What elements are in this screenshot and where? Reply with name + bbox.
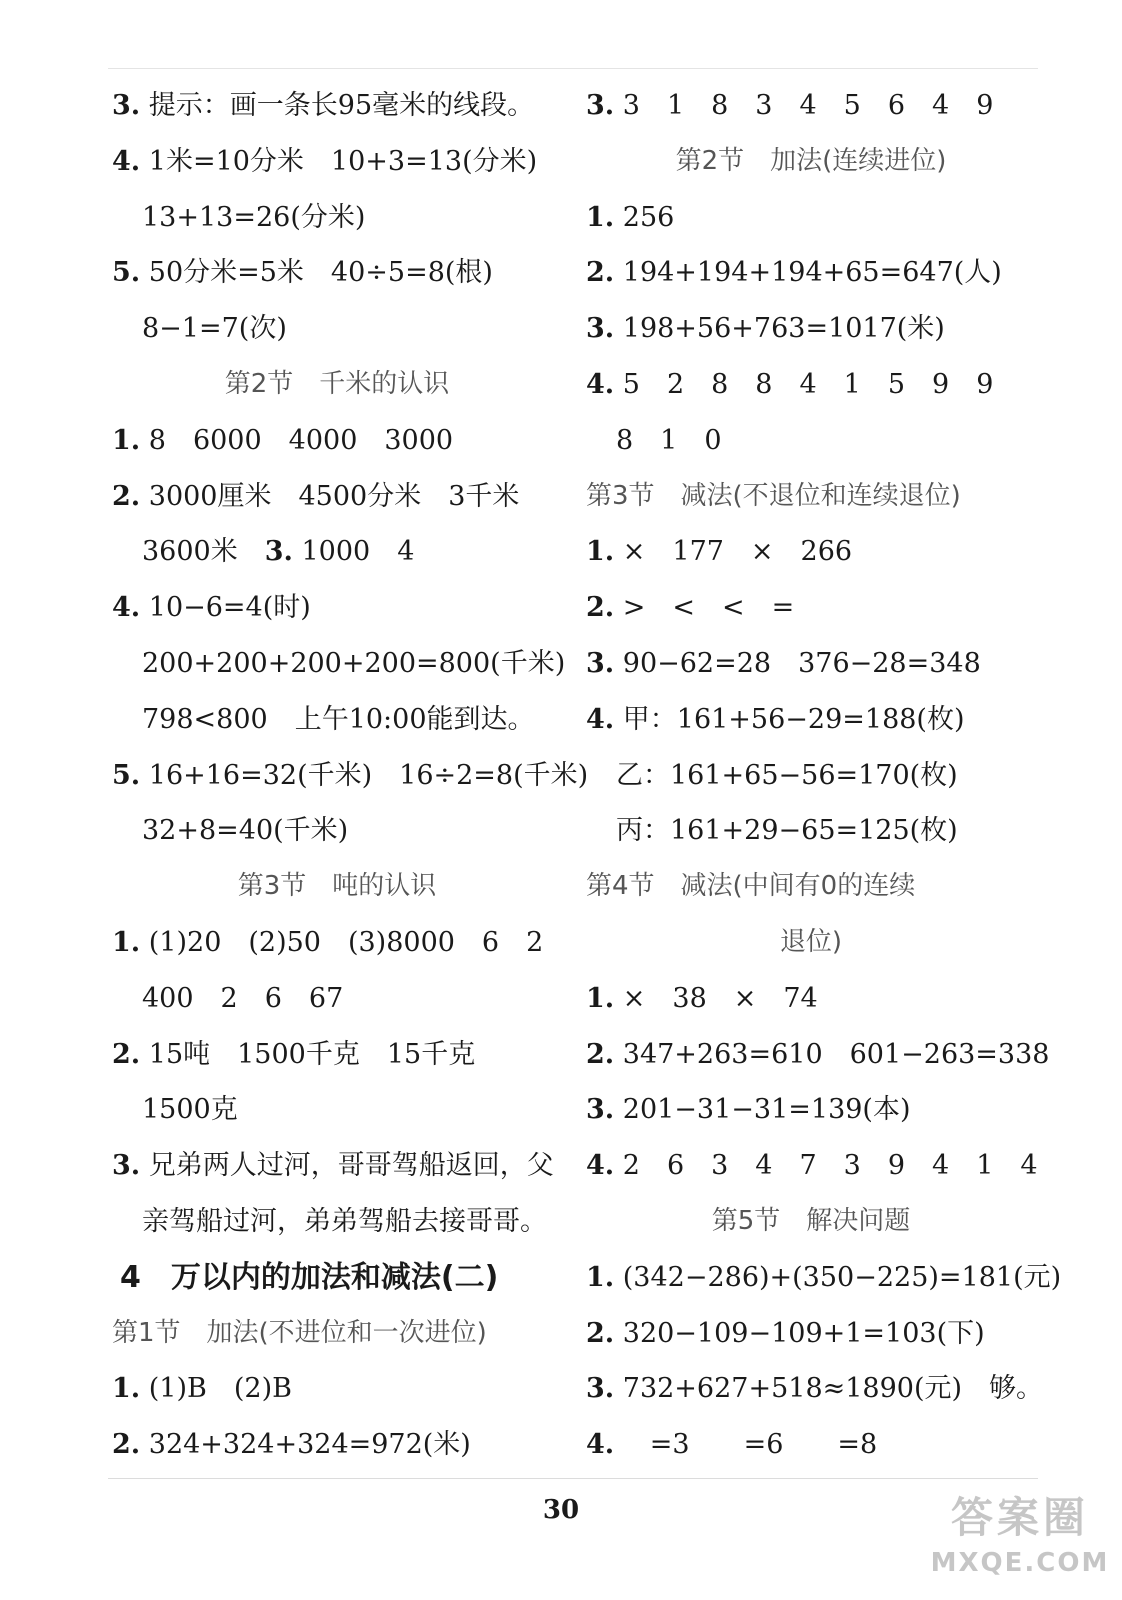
answer-line [586, 1250, 1062, 1306]
answer-text: 400 2 6 67 [142, 982, 344, 1014]
answer-text: 8−1=7(次) [142, 313, 287, 345]
section-heading: 第4节 减法(中间有0的连续 [586, 871, 916, 902]
question-number: 1. [586, 1261, 615, 1293]
answer-line [112, 803, 562, 859]
answer-text: 194+194+194+65=647(人) [614, 257, 1002, 289]
page-number: 30 [542, 1495, 580, 1525]
question-number: 2. [586, 1038, 615, 1070]
answer-text: 200+200+200+200=800(千米) [142, 647, 566, 679]
answer-text: 798<800 上午10:00能到达。 [142, 703, 535, 735]
section-heading: 第5节 解决问题 [711, 1205, 911, 1236]
left-column [112, 78, 589, 1473]
question-number: 4. [112, 592, 141, 624]
question-number: 4. [586, 703, 615, 735]
answer-text: 2 6 3 4 7 3 9 4 1 4 [614, 1150, 1038, 1182]
watermark-url: MXQE.COM [930, 1548, 1110, 1578]
answer-text: 15吨 1500千克 15千克 [140, 1038, 476, 1070]
question-number: 4. [112, 145, 141, 177]
section-heading: 第3节 吨的认识 [237, 871, 437, 902]
answer-text: 丙：161+29−65=125(枚) [616, 815, 958, 847]
question-number: 2. [112, 1429, 141, 1461]
answer-text: 16+16=32(千米) 16÷2=8(千米) [140, 759, 589, 791]
question-number: 1. [586, 536, 615, 568]
question-number: 1. [112, 1373, 141, 1405]
right-column [586, 78, 1062, 1473]
answer-line [586, 580, 1036, 636]
answer-line [112, 692, 562, 748]
answer-text: 乙：161+65−56=170(枚) [616, 759, 958, 791]
answer-line [112, 1417, 562, 1473]
question-number: 3. [264, 536, 293, 568]
answer-line [586, 692, 1036, 748]
question-number: 3. [586, 1094, 615, 1126]
answer-line [112, 580, 562, 636]
answer-line [112, 1027, 562, 1083]
watermark-logo [925, 1490, 1115, 1590]
question-number: 1. [586, 982, 615, 1014]
answer-line [112, 971, 562, 1027]
answer-line [586, 748, 1036, 804]
answer-text: 732+627+518≈1890(元) 够。 [614, 1373, 1044, 1405]
answer-line [586, 971, 1036, 1027]
answer-text: 90−62=28 376−28=348 [614, 647, 981, 679]
answer-line [586, 245, 1036, 301]
question-number: 5. [112, 759, 141, 791]
question-number: 4. [586, 1429, 615, 1461]
answer-line [586, 190, 1036, 246]
answer-line [112, 78, 562, 134]
question-number: 4. [586, 1150, 615, 1182]
answer-line [112, 1082, 562, 1138]
section-heading: 第2节 千米的认识 [224, 368, 450, 399]
answer-text: 3600米 [142, 536, 265, 568]
answer-line [112, 301, 562, 357]
answer-text: > < < = [614, 592, 795, 624]
question-number: 5. [112, 257, 141, 289]
question-number: 3. [586, 1373, 615, 1405]
question-number: 2. [112, 480, 141, 512]
answer-text: 1000 4 [292, 536, 415, 568]
answer-line [112, 134, 562, 190]
answer-line [586, 524, 1036, 580]
answer-text: 198+56+763=1017(米) [614, 313, 945, 345]
answer-text: 13+13=26(分米) [142, 201, 366, 233]
answer-text: 甲：161+56−29=188(枚) [614, 703, 965, 735]
answer-text: 347+263=610 601−263=338 [614, 1038, 1050, 1070]
answer-line [586, 803, 1036, 859]
watermark-text: 答案圈 [950, 1493, 1089, 1542]
question-number: 1. [112, 424, 141, 456]
answer-line [586, 1306, 1036, 1362]
answer-line [586, 636, 1036, 692]
answer-text: 8 6000 4000 3000 [140, 424, 454, 456]
answer-line [112, 469, 562, 525]
answer-text: 兄弟两人过河，哥哥驾船返回，父 [140, 1150, 554, 1182]
question-number: 3. [112, 1150, 141, 1182]
answer-line [112, 748, 589, 804]
answer-text: 提示：画一条长95毫米的线段。 [140, 90, 535, 121]
answer-text: 32+8=40(千米) [142, 815, 349, 847]
question-number: 2. [586, 1317, 615, 1349]
answer-text: 8 1 0 [616, 424, 722, 456]
answer-line [112, 915, 562, 971]
answer-line [586, 301, 1036, 357]
answer-line [112, 190, 562, 246]
answer-text: 3000厘米 4500分米 3千米 [140, 480, 520, 512]
question-number: 4. [586, 368, 615, 400]
answer-text: 1500克 [142, 1094, 238, 1126]
answer-text: × 177 × 266 [614, 536, 853, 568]
answer-text: × 38 × 74 [614, 982, 818, 1014]
question-number: 1. [112, 926, 141, 958]
answer-text: 5 2 8 8 4 1 5 9 9 [614, 368, 994, 400]
answer-line [112, 1361, 562, 1417]
answer-line [586, 1027, 1050, 1083]
answer-line [586, 1417, 1036, 1473]
question-number: 3. [586, 647, 615, 679]
answer-text: (1)B (2)B [140, 1373, 292, 1405]
answer-line [112, 1138, 562, 1194]
section-heading: 第3节 减法(不退位和连续退位) [586, 480, 961, 511]
top-divider [108, 68, 1038, 69]
answer-line [112, 1194, 562, 1250]
answer-line [586, 413, 1036, 469]
answer-text: 1米=10分米 10+3=13(分米) [140, 145, 538, 177]
answer-line [112, 636, 566, 692]
answer-line [586, 1138, 1036, 1194]
bottom-divider [108, 1478, 1038, 1479]
answer-line [112, 413, 562, 469]
answer-text: (342−286)+(350−225)=181(元) [614, 1261, 1062, 1293]
question-number: 2. [586, 257, 615, 289]
question-number: 1. [586, 201, 615, 233]
answer-text: (1)20 (2)50 (3)8000 6 2 [140, 926, 544, 958]
question-number: 3. [586, 90, 615, 121]
question-number: 2. [586, 592, 615, 624]
question-number: 3. [586, 313, 615, 345]
answer-text: =3 =6 =8 [614, 1429, 878, 1461]
answer-text: 10−6=4(时) [140, 592, 311, 624]
answer-line [112, 245, 562, 301]
answer-text: 50分米=5米 40÷5=8(根) [140, 257, 493, 289]
section-heading: 第1节 加法(不进位和一次进位) [112, 1317, 487, 1348]
answer-text: 320−109−109+1=103(下) [614, 1317, 985, 1349]
question-number: 2. [112, 1038, 141, 1070]
question-number: 3. [112, 90, 141, 121]
answer-line [586, 78, 1036, 134]
answer-text: 324+324+324=972(米) [140, 1429, 471, 1461]
answer-line [112, 524, 562, 580]
answer-line [586, 1361, 1044, 1417]
section-heading: 退位) [779, 926, 843, 957]
answer-line [586, 1082, 1036, 1138]
answer-line [586, 357, 1036, 413]
answer-text: 3 1 8 3 4 5 6 4 9 [614, 90, 994, 121]
section-heading: 第2节 加法(连续进位) [675, 145, 947, 176]
chapter-title: 4 万以内的加法和减法(二) [120, 1259, 499, 1295]
answer-text: 201−31−31=139(本) [614, 1094, 911, 1126]
answer-text: 256 [614, 201, 675, 233]
answer-text: 亲驾船过河，弟弟驾船去接哥哥。 [142, 1205, 547, 1237]
